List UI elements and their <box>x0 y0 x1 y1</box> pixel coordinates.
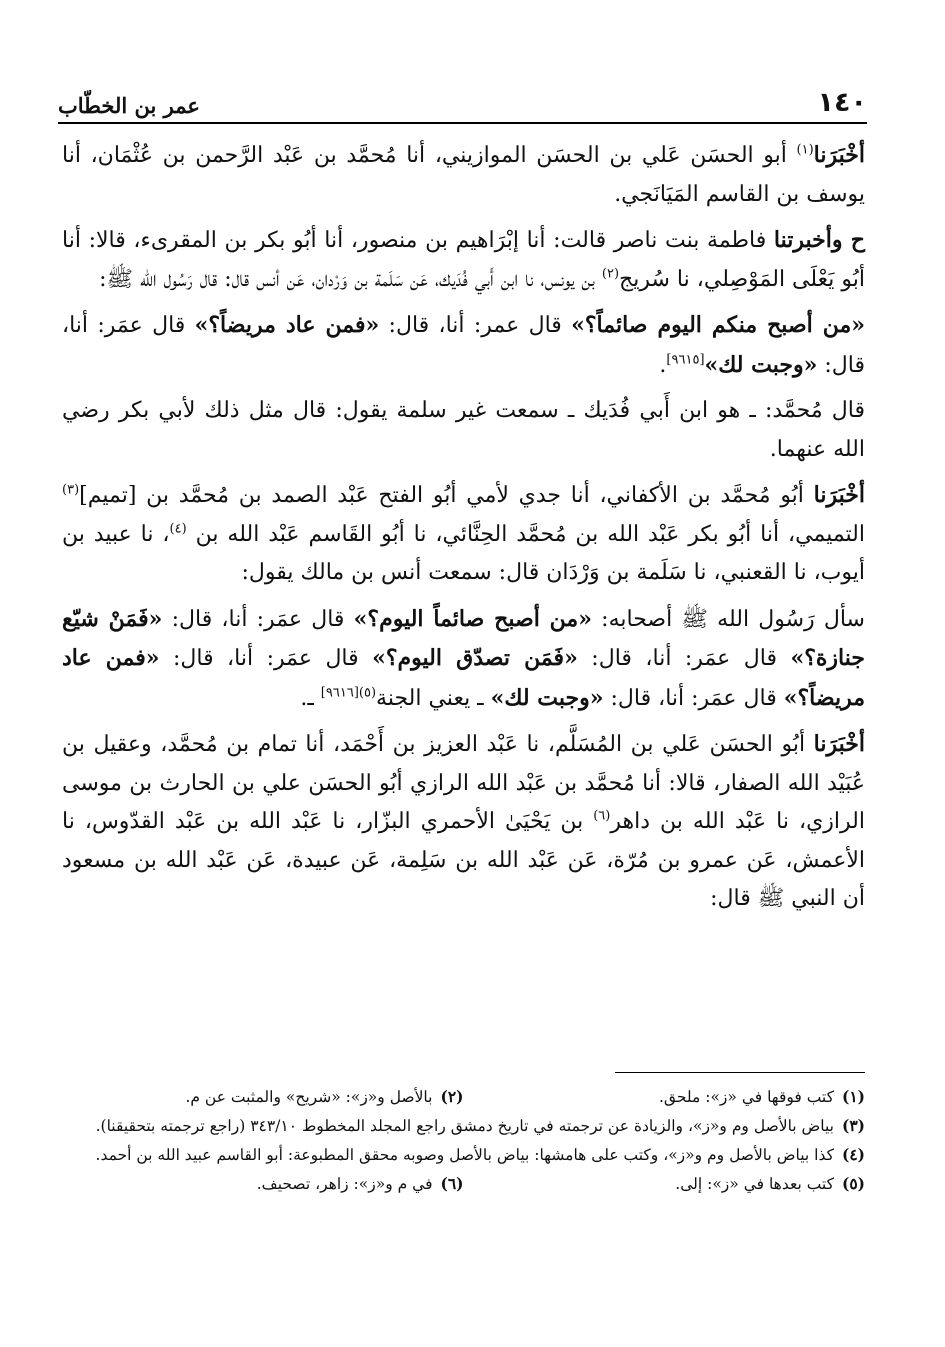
chain-lead: أخْبَرَنا <box>813 482 865 508</box>
page-header <box>58 78 867 124</box>
footnote-text: كتب بعدها في «ز»: إلى. <box>675 1175 834 1193</box>
hadith-quote: «فَمَن تصدّق اليوم؟» <box>372 645 578 671</box>
paragraph-text: قال عمَر: أنا، قال: <box>577 646 791 671</box>
footnote-text: في م و«ز»: زاهر، تصحيف. <box>256 1175 433 1193</box>
footnotes <box>62 1084 865 1200</box>
footnote-4 <box>62 1142 865 1168</box>
footnote-number: (٢) <box>440 1087 464 1106</box>
paragraph-text: ـ يعني الجنة <box>376 685 491 711</box>
paragraph-7 <box>62 725 865 919</box>
paragraph-text: قال عمَر: أنا، قال: <box>162 606 354 632</box>
paragraph-4 <box>62 392 865 469</box>
paragraph-text: أبو الحسَن عَلي بن الحسَن الموازيني، أنا مُحمَّد بن عَبْد الرَّحمن بن عُثْمَان، أنا يوسف بن القاسم المَيَانَجي. <box>62 143 865 207</box>
chain-lead: أخْبَرَنا <box>813 731 865 757</box>
hadith-number: [٩٦١٦] <box>320 685 359 701</box>
hadith-quote: «من أصبح منكم اليوم صائماً؟» <box>571 312 866 338</box>
paragraph-text: سأل رَسُول الله ﷺ أصحابه: <box>591 606 865 632</box>
hadith-quote: «من أصبح صائماً اليوم؟» <box>353 605 592 632</box>
paragraph-6 <box>62 600 865 719</box>
footnote-number: (٤) <box>841 1145 865 1164</box>
paragraph-text: قال مُحمَّد: ـ هو ابن أَبي فُدَيك ـ سمعت غير سلمة يقول: قال مثل ذلك لأبي بكر رضي الله عنهما. <box>62 398 865 462</box>
footnote-number: (١) <box>841 1087 865 1106</box>
footnote-row <box>62 1113 865 1139</box>
paragraph-text: قال عمَر: أنا، قال: <box>603 685 784 711</box>
footnote-number: (٣) <box>841 1116 865 1135</box>
footnote-text: كذا بياض بالأصل وم و«ز»، وكتب على هامشها: بياض بالأصل وصوبه محقق المطبوعة: أبو القاسم عبيد الله بن أحمد. <box>95 1146 834 1164</box>
footnote-ref: (١) <box>796 142 814 158</box>
footnote-1 <box>464 1084 866 1110</box>
paragraph-text: التميمي، أنا أبُو بكر عَبْد الله بن مُحمَّد الحِنَّائي، نا أبُو القَاسم عَبْد الله بن <box>186 521 866 547</box>
footnote-ref: (٢) <box>601 266 620 282</box>
paragraph-text: قال عمر: أنا، قال: <box>379 313 572 338</box>
footnote-row <box>62 1084 865 1110</box>
paragraph-text: بن يَحْيَىٰ الأحمري البزّار، نا عَبْد الله بن عَبْد القدّوس، نا الأعمش، عَن عمرو بن مُرّة، عَن عَبْد الله بن سَلِمة، عَن عبيدة، عَن عَبْد الله بن مسعود أن النبي ﷺ قال: <box>62 809 865 911</box>
footnote-text: كتب فوقها في «ز»: ملحق. <box>659 1088 834 1106</box>
main-text <box>62 136 865 926</box>
hadith-quote: «فمن عاد مريضاً؟» <box>194 312 380 338</box>
hadith-number: [٩٦١٥] <box>666 352 705 368</box>
paragraph-3 <box>62 306 865 385</box>
footnote-text: بالأصل و«ز»: «شريح» والمثبت عن م. <box>185 1088 433 1106</box>
footnote-row <box>62 1142 865 1168</box>
footnote-5 <box>464 1171 866 1197</box>
paragraph-text: فاطمة بنت ناصر قالت: أنا إبْرَاهيم بن منصور، أنا أبُو بكر بن المقرىء، قالا: أنا أبُو يَعْلَى المَوْصِلي، نا سُريج <box>62 228 865 292</box>
chain-lead: ح وأخبرتنا <box>773 227 865 253</box>
footnote-ref: (٣) <box>62 482 80 498</box>
hadith-quote: «فمن عاد مريضاً؟» <box>62 645 865 711</box>
paragraph-5 <box>62 476 865 593</box>
chain-lead: أخْبَرَنا <box>813 142 865 168</box>
paragraph-text: بن يونس، نا ابن أَبي فُدَيك، عَن سَلَمة بن وَرْدان، عَن أنس قال: قال رَسُول الله ﷺ: <box>99 266 602 292</box>
running-title: عمر بن الخطّاب <box>58 93 200 118</box>
paragraph-text: قال عمَر: أنا، قال: <box>62 313 865 378</box>
footnote-6 <box>62 1171 464 1197</box>
footnote-row <box>62 1171 865 1197</box>
paragraph-1 <box>62 136 865 214</box>
footnote-ref: (٤) <box>169 521 187 537</box>
footnote-number: (٥) <box>841 1174 865 1193</box>
footnote-2 <box>62 1084 464 1110</box>
hadith-quote: «وجبت لك» <box>490 684 604 711</box>
footnote-number: (٦) <box>440 1174 464 1193</box>
footnote-text: بياض بالأصل وم و«ز»، والزيادة عن ترجمته في تاريخ دمشق راجع المجلد المخطوط ٣٤٣/١٠ (راجع ترجمته بتحقيقنا). <box>95 1117 834 1135</box>
paragraph-text: أبُو مُحمَّد بن الأكفاني، أنا جدي لأمي أبُو الفتح عَبْد الصمد بن مُحمَّد بن [تميم] <box>79 483 814 508</box>
hadith-quote: «فَمَنْ شيّع جنازة؟» <box>62 605 865 671</box>
page-number: ١٤٠ <box>817 87 867 118</box>
paragraph-text: . <box>659 352 667 378</box>
hadith-quote: «وجبت لك» <box>704 351 818 378</box>
paragraph-text: ـ. <box>300 685 321 711</box>
paragraph-text: أبُو الحسَن عَلي بن المُسَلَّم، نا عَبْد العزيز بن أَحْمَد، أنا تمام بن مُحمَّد، وعقيل بن عُبَيْد الله الصفار، قالا: أنا مُحمَّد بن عَبْد الله الرازي أبُو الحسَن علي بن الحارث بن موسى الرازي، نا عَبْد الله بن داهر <box>62 732 865 834</box>
paragraph-2 <box>62 221 865 299</box>
footnote-3 <box>62 1113 865 1139</box>
paragraph-text: قال عمَر: أنا، قال: <box>159 646 373 671</box>
footnote-ref: (٦) <box>593 808 611 824</box>
footnote-ref: (٥) <box>358 685 377 701</box>
footnote-divider <box>615 1072 865 1073</box>
paragraph-text: ، نا عبيد بن أيوب، نا القعنبي، نا سَلَمة بن وَرْدَان قال: سمعت أنس بن مالك يقول: <box>62 521 865 585</box>
